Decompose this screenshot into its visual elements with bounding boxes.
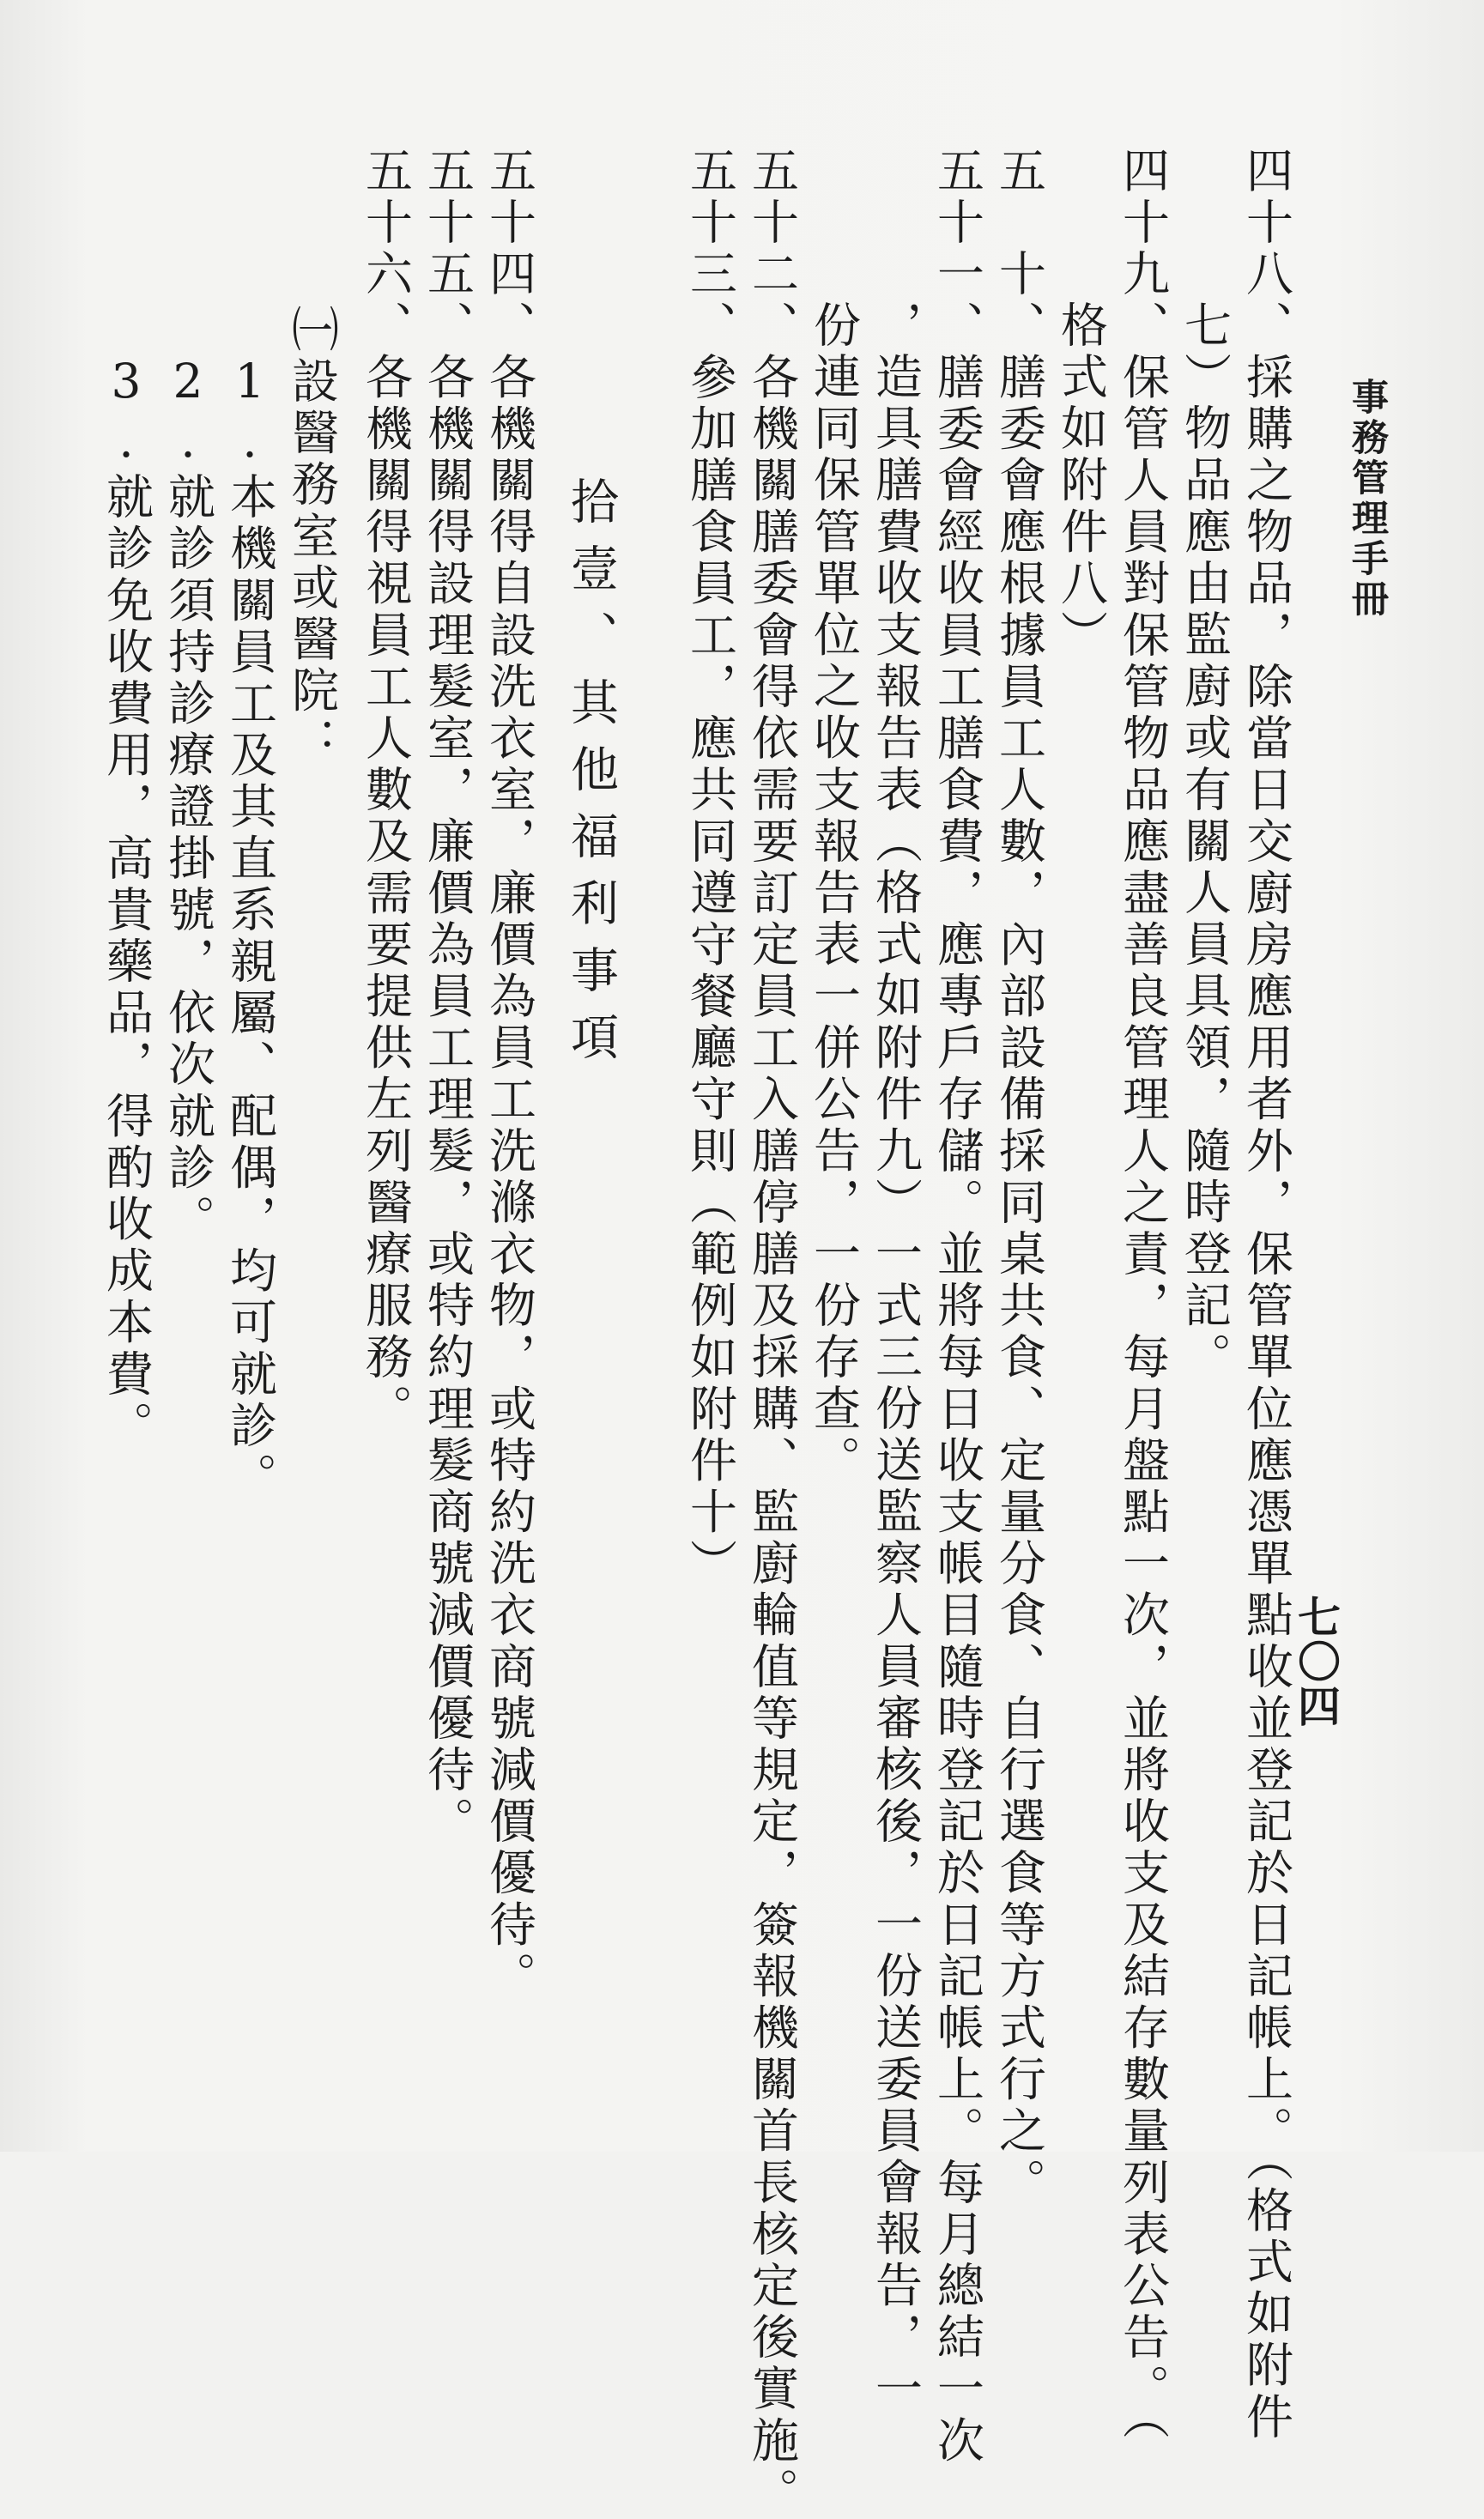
sub-item: 1.本機關員工及其直系親屬、配偶，均可就診。 [222, 354, 277, 1505]
running-header-title: 事務管理手冊 [1346, 378, 1389, 620]
section-heading: 拾壹、其他福利事項 [563, 476, 619, 1079]
page-number: 七〇四 [1291, 1595, 1342, 1729]
text-line: 五十四、各機關得自設洗衣室，廉價為員工洗滌衣物，或特約洗衣商號減價優待。 [482, 146, 536, 2003]
text-line: 五十五、各機關得設理髮室，廉價為員工理髮，或特約理髮商號減價優待。 [420, 146, 475, 1849]
text-line: 四十八、採購之物品，除當日交廚房應用者外，保管單位應憑單點收並登記於日記帳上。（格式如附件 [1239, 146, 1293, 2443]
text-line: 五 十、膳委會應根據員工人數，內部設備採同桌共食、定量分食、自行選食等方式行之。 [991, 146, 1046, 2209]
text-line: 份連同保管單位之收支報告表一併公告，一份存查。 [806, 300, 861, 1487]
text-line: 五十六、各機關得視員工人數及需要提供左列醫療服務。 [358, 146, 413, 1436]
text-line: 格式如附件八） [1053, 300, 1108, 662]
text-line: 五十一、膳委會經收員工膳食費，應專戶存儲。並將每日收支帳目隨時登記於日記帳上。每月總結一次 [930, 146, 984, 2468]
sub-item: 3.就診免收費用，高貴藥品，得酌收成本費。 [99, 354, 154, 1453]
text-line: 五十二、各機關膳委會得依需要訂定員工入膳停膳及採購、監廚輪值等規定，簽報機關首長核定後實施。 [744, 146, 799, 2519]
sub-item: ㈠設醫務室或醫院： [284, 305, 339, 769]
text-line: 四十九、保管人員對保管物品應盡善良管理人之責，每月盤點一次，並將收支及結存數量列表公告。（ [1115, 146, 1170, 2443]
text-line: 七）物品應由監廚或有關人員具領，隨時登記。 [1177, 300, 1232, 1384]
text-line: ，造具膳費收支報告表（格式如附件九）一式三份送監察人員審核後，一份送委員會報告，一 [868, 300, 923, 2416]
text-line: 五十三、參加膳食員工，應共同遵守餐廳守則（範例如附件十） [682, 146, 737, 1590]
sub-item: 2.就診須持診療證掛號，依次就診。 [161, 354, 215, 1246]
